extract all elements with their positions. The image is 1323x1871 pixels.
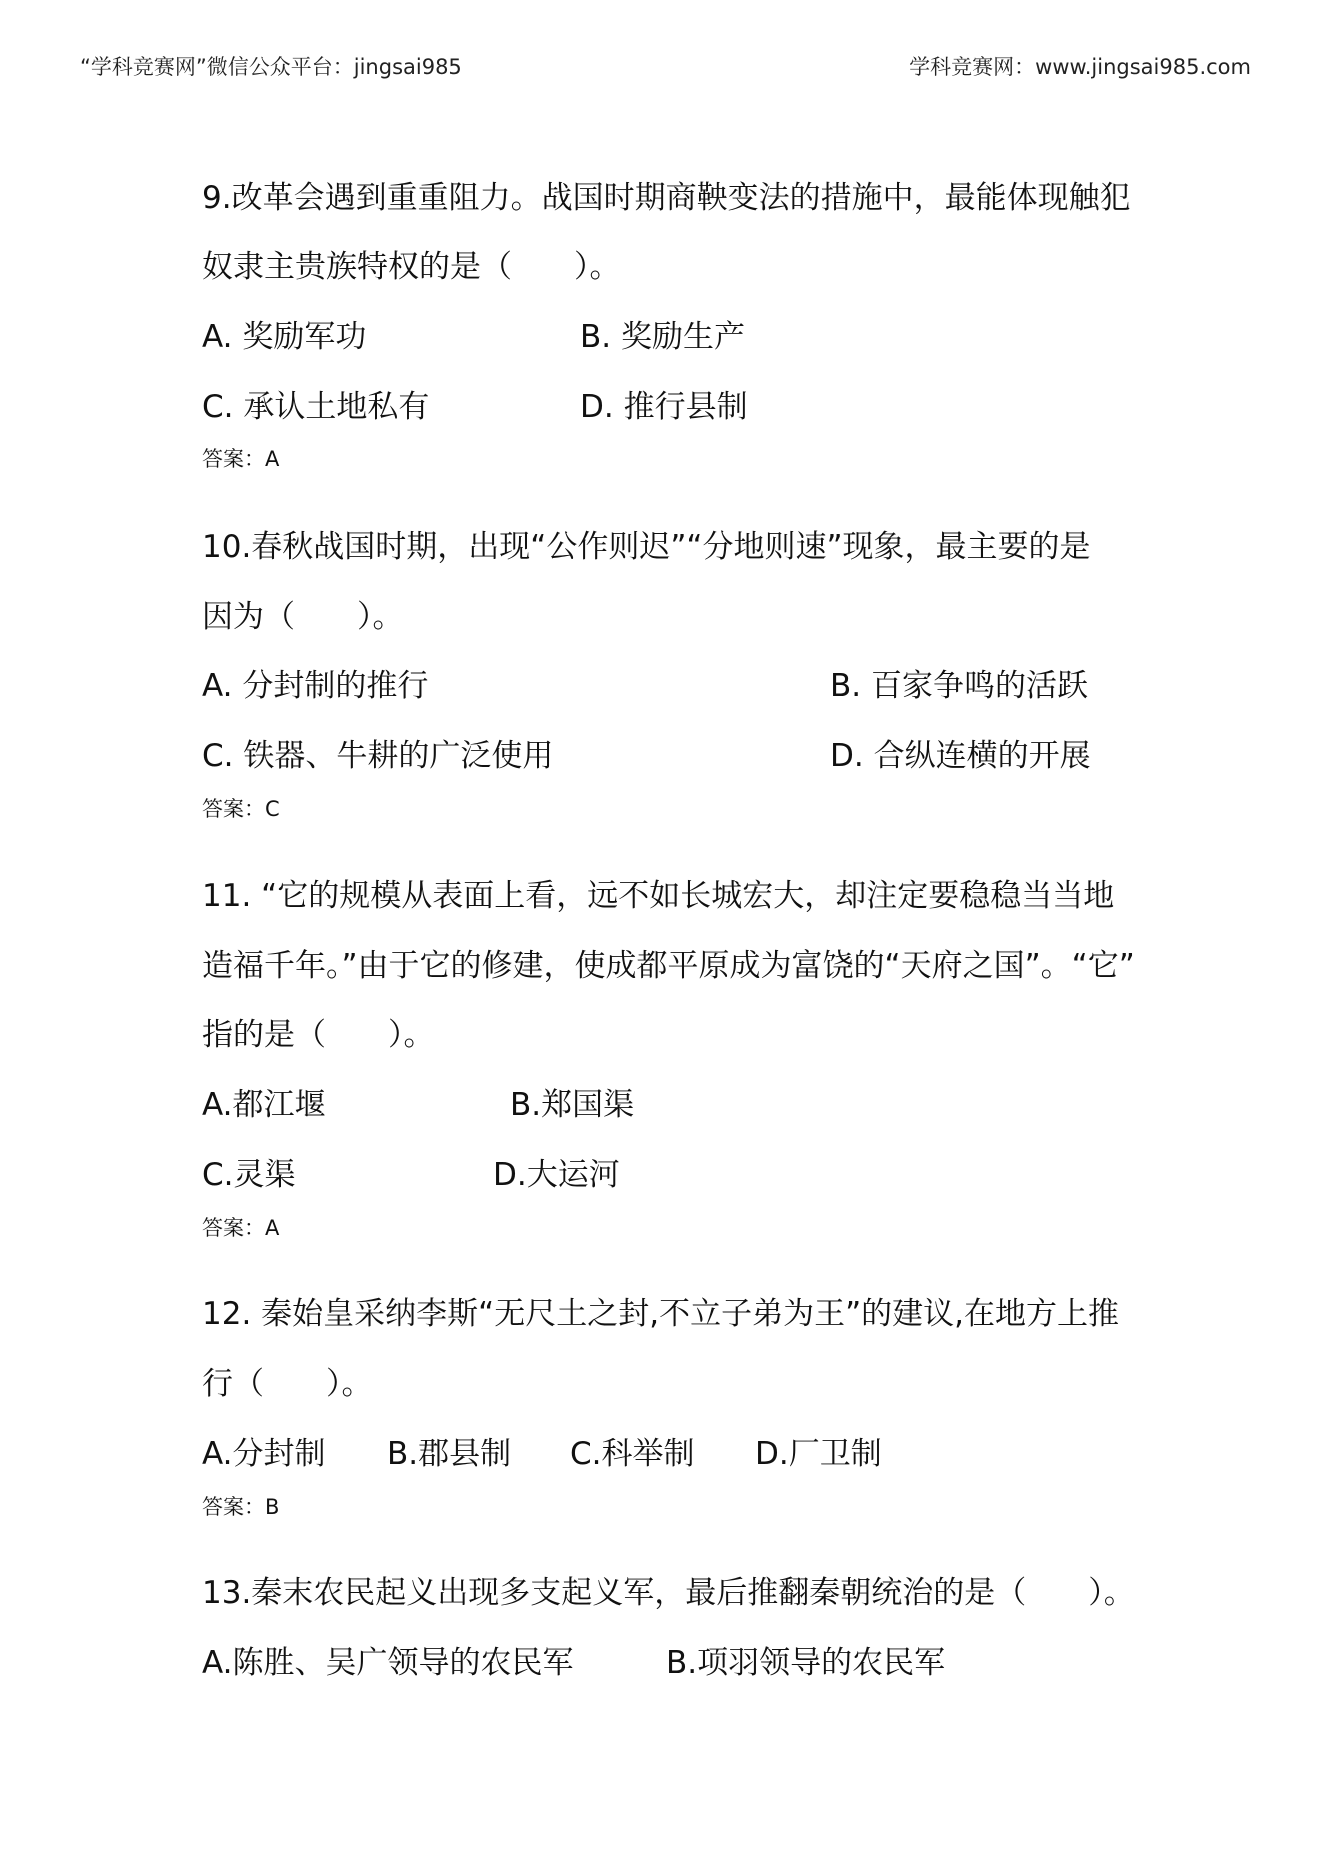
- question-11-line-1: 11. “它的规模从表面上看，远不如长城宏大，却注定要稳稳当当地: [202, 878, 1115, 914]
- question-12-line-2: 行（ ）。: [202, 1366, 373, 1402]
- question-10-answer: 答案：C: [202, 797, 280, 821]
- question-9-option-a: A. 奖励军功: [202, 319, 367, 355]
- question-9-line-1: 9.改革会遇到重重阻力。战国时期商鞅变法的措施中，最能体现触犯: [202, 180, 1131, 216]
- question-9-answer: 答案：A: [202, 447, 280, 471]
- question-10-line-2: 因为（ ）。: [202, 599, 404, 635]
- question-10-option-b: B. 百家争鸣的活跃: [830, 668, 1088, 704]
- question-12-answer: 答案：B: [202, 1495, 280, 1519]
- question-10-option-a: A. 分封制的推行: [202, 668, 429, 704]
- question-12-option-c: C.科举制: [570, 1436, 695, 1472]
- header-right-text: 学科竞赛网：www.jingsai985.com: [909, 55, 1251, 79]
- question-9-option-d: D. 推行县制: [580, 389, 748, 425]
- question-11-option-a: A.都江堰: [202, 1087, 326, 1123]
- question-13-option-a: A.陈胜、吴广领导的农民军: [202, 1645, 574, 1681]
- question-11-line-2: 造福千年。”由于它的修建，使成都平原成为富饶的“天府之国”。“它”: [202, 948, 1135, 984]
- question-12-option-b: B.郡县制: [387, 1436, 512, 1472]
- question-11-line-3: 指的是（ ）。: [202, 1017, 435, 1053]
- question-12-line-1: 12. 秦始皇采纳李斯“无尺土之封,不立子弟为王”的建议,在地方上推: [202, 1296, 1119, 1332]
- question-13-line-1: 13.秦末农民起义出现多支起义军，最后推翻秦朝统治的是（ ）。: [202, 1575, 1135, 1611]
- question-12-option-d: D.厂卫制: [755, 1436, 882, 1472]
- question-11-answer: 答案：A: [202, 1216, 280, 1240]
- question-11-option-d: D.大运河: [493, 1157, 620, 1193]
- question-10-line-1: 10.春秋战国时期，出现“公作则迟”“分地则速”现象，最主要的是: [202, 529, 1091, 565]
- question-11-option-b: B.郑国渠: [510, 1087, 635, 1123]
- question-9-option-c: C. 承认土地私有: [202, 389, 430, 425]
- question-11-option-c: C.灵渠: [202, 1157, 296, 1193]
- question-9-line-2: 奴隶主贵族特权的是（ ）。: [202, 249, 621, 285]
- question-12-option-a: A.分封制: [202, 1436, 326, 1472]
- question-9-option-b: B. 奖励生产: [580, 319, 745, 355]
- question-10-option-d: D. 合纵连横的开展: [830, 738, 1091, 774]
- header-left-text: “学科竞赛网”微信公众平台：jingsai985: [80, 55, 462, 79]
- question-13-option-b: B.项羽领导的农民军: [666, 1645, 946, 1681]
- question-10-option-c: C. 铁器、牛耕的广泛使用: [202, 738, 554, 774]
